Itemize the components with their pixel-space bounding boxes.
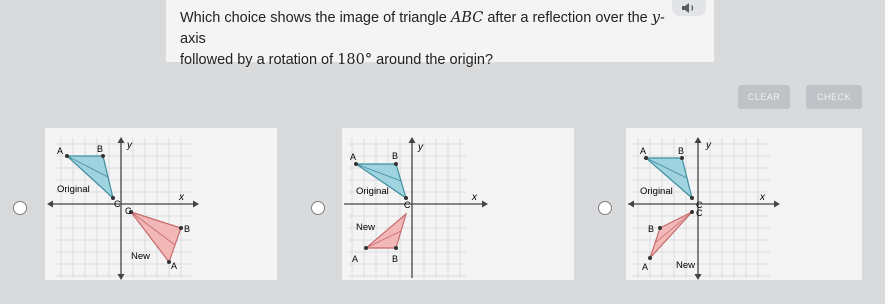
axis-variable: y	[651, 10, 660, 26]
y-axis-arrow	[695, 137, 702, 143]
y-axis-arrow	[409, 137, 416, 143]
choice-c-graph	[626, 128, 862, 280]
x-axis-arrow-left	[47, 201, 53, 208]
vertex-label: A	[640, 146, 647, 156]
new-label: New	[131, 251, 151, 262]
choice-c-radio[interactable]	[598, 201, 612, 215]
x-axis-arrow	[482, 201, 488, 208]
vertex-label: B	[678, 146, 685, 156]
choice-a-panel[interactable]	[45, 128, 277, 280]
x-axis-label: x	[179, 192, 184, 203]
rotation-degrees: 180°	[337, 52, 373, 68]
x-axis-arrow	[774, 201, 780, 208]
x-axis-label: x	[760, 192, 765, 203]
vertex-label: B	[184, 224, 191, 234]
vertex-point	[101, 154, 105, 158]
vertex-point	[354, 162, 358, 166]
x-axis-arrow	[193, 201, 199, 208]
speaker-icon	[681, 2, 697, 14]
vertex-label: A	[171, 261, 178, 271]
choice-a-radio[interactable]	[13, 201, 27, 215]
vertex-point	[179, 226, 183, 230]
vertex-point	[394, 246, 398, 250]
original-label: Original	[57, 184, 90, 195]
new-label: New	[356, 222, 376, 233]
vertex-label: B	[392, 254, 399, 264]
vertex-point	[690, 210, 694, 214]
vertex-label: C	[696, 200, 703, 210]
triangle-name: ABC	[450, 10, 484, 26]
vertex-point	[364, 246, 368, 250]
y-axis-label: y	[706, 140, 711, 151]
x-axis-label: x	[472, 192, 477, 203]
original-label: Original	[640, 186, 673, 197]
y-axis-arrow-down	[695, 274, 702, 280]
question-part: around the origin?	[372, 52, 494, 68]
vertex-label: A	[352, 254, 359, 264]
check-button[interactable]: CHECK	[806, 85, 862, 109]
vertex-label: A	[642, 262, 649, 272]
vertex-label: C	[696, 208, 703, 218]
vertex-point	[680, 156, 684, 160]
question-part: followed by a rotation of	[180, 52, 338, 68]
vertex-label: A	[57, 146, 64, 156]
choice-b-panel[interactable]	[342, 128, 574, 280]
audio-button[interactable]	[672, 0, 706, 16]
choice-c-panel[interactable]	[626, 128, 862, 280]
choice-a-graph	[45, 128, 277, 280]
new-label: New	[676, 260, 696, 271]
y-axis-arrow-down	[118, 274, 125, 280]
vertex-point	[648, 256, 652, 260]
vertex-label: A	[350, 152, 357, 162]
vertex-point	[65, 154, 69, 158]
x-axis-arrow-left	[628, 201, 634, 208]
vertex-label: C	[114, 199, 121, 209]
vertex-point	[644, 156, 648, 160]
y-axis-label: y	[418, 142, 423, 153]
y-axis-arrow	[118, 137, 125, 143]
clear-button[interactable]: CLEAR	[738, 85, 790, 109]
question-part: -axis	[180, 10, 665, 47]
question-text	[180, 8, 680, 71]
question-part: Which choice shows the image of triangle	[180, 10, 451, 26]
choice-b-graph	[342, 128, 574, 280]
choice-b-radio[interactable]	[311, 201, 325, 215]
vertex-label: B	[648, 224, 655, 234]
vertex-point	[658, 226, 662, 230]
vertex-label: C	[125, 206, 132, 216]
original-label: Original	[356, 186, 389, 197]
vertex-point	[394, 162, 398, 166]
vertex-point	[690, 196, 694, 200]
question-card	[166, 0, 714, 68]
vertex-label: B	[392, 151, 399, 161]
y-axis-label: y	[127, 140, 132, 151]
question-part: after a reflection over the	[483, 10, 652, 26]
vertex-label: C	[404, 200, 411, 210]
vertex-label: B	[97, 144, 104, 154]
